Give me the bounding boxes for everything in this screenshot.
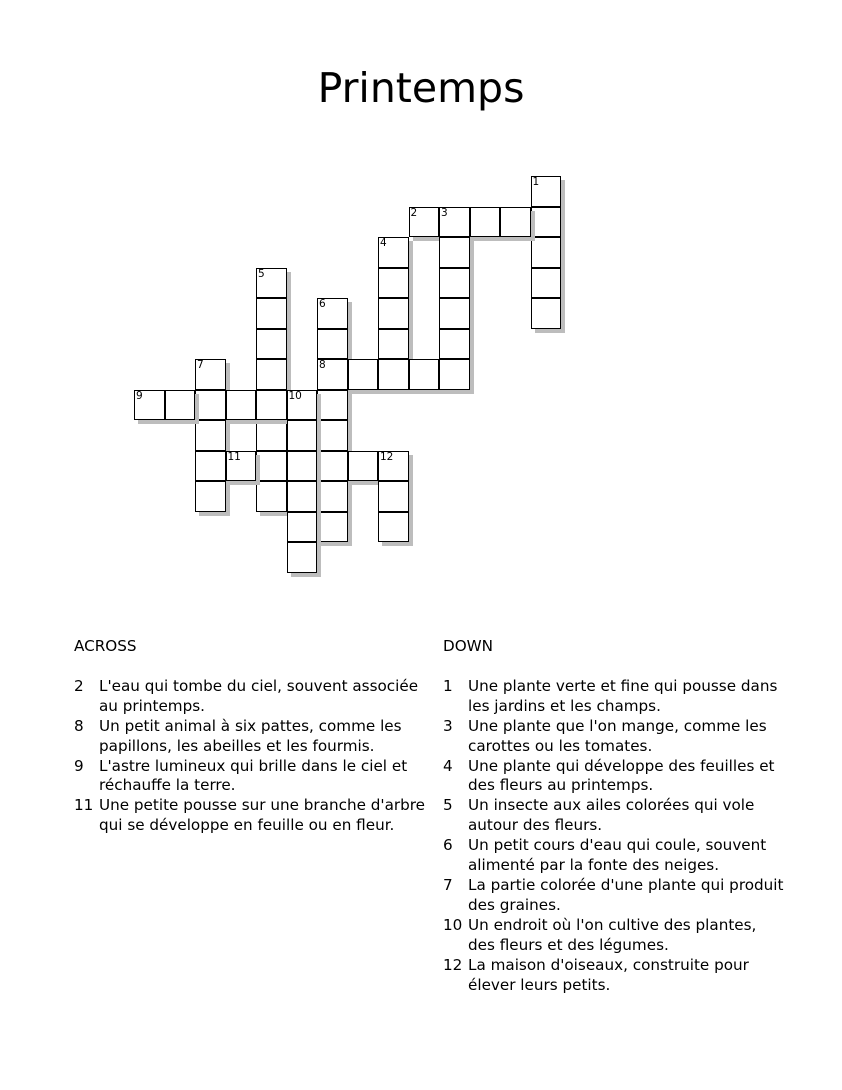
grid-cell[interactable] bbox=[287, 390, 318, 421]
clue-number: 5 bbox=[258, 267, 265, 280]
clue-number: 10 bbox=[288, 389, 302, 402]
clue-number: 12 bbox=[443, 955, 463, 974]
grid-cell[interactable] bbox=[256, 359, 287, 390]
clue-number: 7 bbox=[443, 875, 453, 894]
clue-text: La maison d'oiseaux, construite pour élever leurs petits. bbox=[468, 955, 749, 994]
grid-cell[interactable] bbox=[287, 481, 318, 512]
grid-cell[interactable] bbox=[531, 176, 562, 207]
grid-cell[interactable] bbox=[195, 451, 226, 482]
grid-cell[interactable] bbox=[378, 481, 409, 512]
grid-cell[interactable] bbox=[256, 481, 287, 512]
grid-cell[interactable] bbox=[256, 420, 287, 451]
clue-number: 11 bbox=[227, 450, 241, 463]
grid-cell[interactable] bbox=[500, 207, 531, 238]
grid-cell[interactable] bbox=[378, 329, 409, 360]
down-clue bbox=[443, 677, 788, 717]
grid-cell[interactable] bbox=[439, 298, 470, 329]
clue-number: 11 bbox=[74, 796, 94, 815]
grid-cell[interactable] bbox=[317, 359, 348, 390]
down-clue bbox=[443, 796, 788, 836]
grid-cell[interactable] bbox=[348, 359, 379, 390]
across-clues bbox=[74, 637, 439, 836]
grid-cell[interactable] bbox=[439, 207, 470, 238]
grid-cell[interactable] bbox=[256, 390, 287, 421]
down-clue bbox=[443, 916, 788, 956]
clue-number: 12 bbox=[380, 450, 394, 463]
grid-cell[interactable] bbox=[378, 512, 409, 543]
grid-cell[interactable] bbox=[226, 390, 257, 421]
clue-number: 3 bbox=[441, 206, 448, 219]
grid-cell[interactable] bbox=[531, 237, 562, 268]
grid-cell[interactable] bbox=[287, 420, 318, 451]
grid-cell[interactable] bbox=[439, 359, 470, 390]
clue-text: Un endroit où l'on cultive des plantes, des fleurs et des légumes. bbox=[468, 915, 757, 954]
across-clue-list bbox=[74, 677, 439, 836]
clue-number: 9 bbox=[136, 389, 143, 402]
clue-number: 2 bbox=[410, 206, 418, 219]
grid-cell[interactable] bbox=[317, 329, 348, 360]
clue-text: Une petite pousse sur une branche d'arbre qui se développe en feuille ou en fleur. bbox=[99, 796, 426, 835]
grid-cell[interactable] bbox=[409, 207, 440, 238]
clue-text: Une plante verte et fine qui pousse dans les jardins et les champs. bbox=[468, 676, 778, 715]
clue-number: 4 bbox=[443, 756, 453, 775]
clue-number: 10 bbox=[443, 915, 463, 934]
down-clue bbox=[443, 717, 788, 757]
down-heading: DOWN bbox=[443, 637, 494, 655]
grid-cell[interactable] bbox=[378, 268, 409, 299]
grid-cell[interactable] bbox=[317, 512, 348, 543]
grid-cell[interactable] bbox=[317, 298, 348, 329]
grid-cell[interactable] bbox=[287, 451, 318, 482]
down-clue bbox=[443, 836, 788, 876]
clue-text: L'eau qui tombe du ciel, souvent associée au printemps. bbox=[99, 676, 419, 715]
clue-number: 1 bbox=[443, 676, 453, 695]
grid-cell[interactable] bbox=[256, 329, 287, 360]
grid-cell[interactable] bbox=[378, 359, 409, 390]
clue-text: La partie colorée d'une plante qui produit des graines. bbox=[468, 875, 784, 914]
across-clue bbox=[74, 757, 439, 797]
grid-cell[interactable] bbox=[195, 359, 226, 390]
clue-number: 4 bbox=[380, 237, 387, 249]
down-clue-list bbox=[443, 677, 788, 996]
down-clue bbox=[443, 876, 788, 916]
grid-cell[interactable] bbox=[531, 268, 562, 299]
grid-cell[interactable] bbox=[256, 268, 287, 299]
clue-text: Un insecte aux ailes colorées qui vole autour des fleurs. bbox=[468, 796, 755, 835]
grid-cell[interactable] bbox=[317, 451, 348, 482]
clue-text: Un petit animal à six pattes, comme les papillons, les abeilles et les fourmis. bbox=[99, 716, 402, 755]
clue-number: 9 bbox=[74, 756, 84, 775]
clue-number: 6 bbox=[443, 836, 453, 855]
grid-cell[interactable] bbox=[470, 207, 501, 238]
clue-text: Un petit cours d'eau qui coule, souvent alimenté par la fonte des neiges. bbox=[468, 836, 767, 875]
clue-text: Une plante qui développe des feuilles et des fleurs au printemps. bbox=[468, 756, 775, 795]
across-clue bbox=[74, 677, 439, 717]
clue-text: L'astre lumineux qui brille dans le ciel et réchauffe la terre. bbox=[99, 756, 408, 795]
grid-cell[interactable] bbox=[531, 207, 562, 238]
clue-number: 8 bbox=[319, 359, 326, 371]
clue-number: 2 bbox=[74, 676, 84, 695]
clue-number: 3 bbox=[443, 716, 453, 735]
clue-number: 8 bbox=[74, 716, 84, 735]
grid-cell[interactable] bbox=[378, 298, 409, 329]
grid-cell[interactable] bbox=[531, 298, 562, 329]
clue-number: 6 bbox=[319, 298, 326, 310]
grid-cell[interactable] bbox=[439, 268, 470, 299]
grid-cell[interactable] bbox=[165, 390, 196, 421]
grid-cell[interactable] bbox=[317, 481, 348, 512]
grid-cell[interactable] bbox=[287, 542, 318, 573]
grid-cell[interactable] bbox=[409, 359, 440, 390]
grid-cell[interactable] bbox=[348, 451, 379, 482]
down-clue bbox=[443, 956, 788, 996]
grid-cell[interactable] bbox=[317, 420, 348, 451]
grid-cell[interactable] bbox=[378, 237, 409, 268]
clue-number: 1 bbox=[532, 176, 540, 188]
down-clue bbox=[443, 757, 788, 797]
clue-number: 7 bbox=[197, 359, 204, 371]
grid-cell[interactable] bbox=[226, 451, 257, 482]
grid-cell[interactable] bbox=[195, 420, 226, 451]
grid-cell[interactable] bbox=[256, 298, 287, 329]
grid-cell[interactable] bbox=[195, 390, 226, 421]
clue-number: 5 bbox=[443, 796, 453, 815]
clue-text: Une plante que l'on mange, comme les carottes ou les tomates. bbox=[468, 716, 767, 755]
across-clue bbox=[74, 717, 439, 757]
grid-cell[interactable] bbox=[256, 451, 287, 482]
across-heading: ACROSS bbox=[74, 637, 137, 655]
across-clue bbox=[74, 796, 439, 836]
grid-cell[interactable] bbox=[439, 329, 470, 360]
grid-cell[interactable] bbox=[195, 481, 226, 512]
down-clues bbox=[443, 637, 788, 995]
puzzle-title: Printemps bbox=[317, 64, 525, 112]
grid-cell[interactable] bbox=[134, 390, 165, 421]
grid-cell[interactable] bbox=[439, 237, 470, 268]
grid-cell[interactable] bbox=[317, 390, 348, 421]
grid-cell[interactable] bbox=[378, 451, 409, 482]
grid-cell[interactable] bbox=[287, 512, 318, 543]
